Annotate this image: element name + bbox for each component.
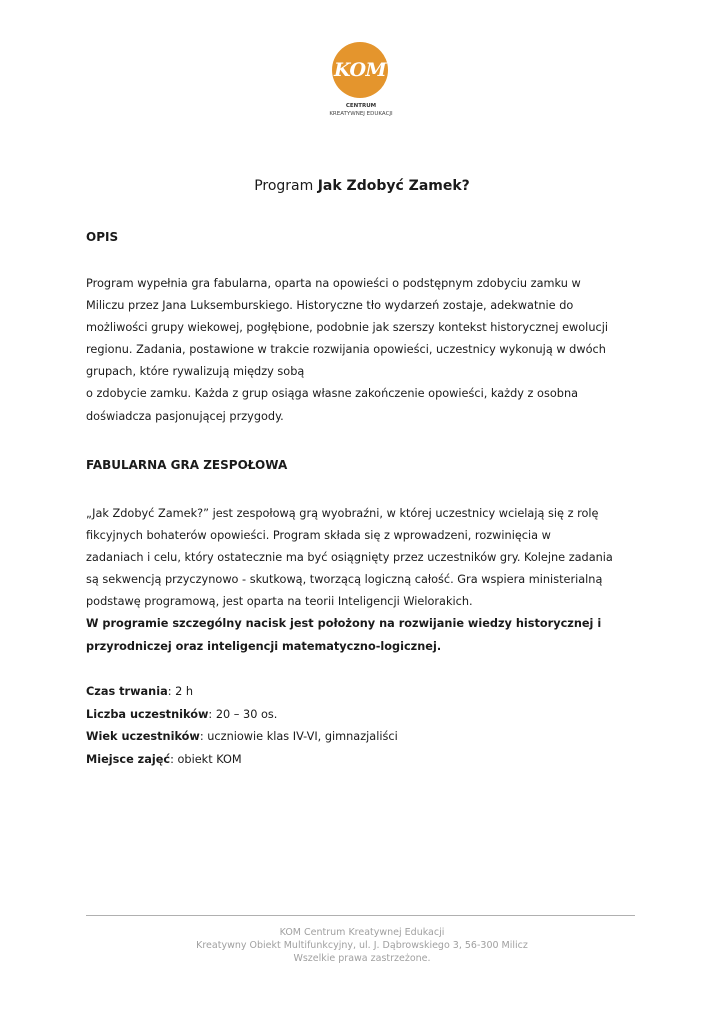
gra-line: są sekwencją przyczynowo - skutkową, tworzącą logiczną całość. Gra wspiera ministerialną — [86, 573, 603, 587]
detail-wiek — [86, 726, 398, 749]
gra-line: zadaniach i celu, który ostatecznie ma być osiągnięty przez uczestników gry. Kolejne zadania — [86, 551, 613, 565]
detail-label: Liczba uczestników — [86, 707, 209, 721]
logo-circle-icon — [332, 42, 388, 98]
detail-czas — [86, 681, 398, 704]
program-details — [86, 681, 398, 771]
kom-logo — [318, 42, 404, 134]
gra-emphasis-line: przyrodniczej oraz inteligencji matematyczno-logicznej. — [86, 639, 442, 653]
gra-heading: FABULARNA GRA ZESPOŁOWA — [86, 458, 288, 472]
opis-line: o zdobycie zamku. Każda z grup osiąga własne zakończenie opowieści, każdy z osobna — [86, 387, 579, 401]
opis-line: regionu. Zadania, postawione w trakcie rozwijania opowieści, uczestnicy wykonują w dwóch — [86, 343, 606, 357]
footer-address: Kreatywny Obiekt Multifunkcyjny, ul. J. Dąbrowskiego 3, 56-300 Milicz — [196, 940, 528, 951]
gra-line: fikcyjnych bohaterów opowieści. Program składa się z wprowadzeni, rozwinięcia w — [86, 529, 551, 543]
gra-paragraph — [86, 503, 646, 658]
gra-line: „Jak Zdobyć Zamek?” jest zespołową grą wyobraźni, w której uczestnicy wcielają się z rolę — [86, 507, 599, 520]
logo-centrum-text: CENTRUM — [345, 103, 377, 109]
opis-paragraph — [86, 273, 646, 428]
detail-label: Czas trwania — [86, 685, 168, 698]
gra-emphasis-line: W programie szczególny nacisk jest położony na rozwijanie wiedzy historycznej i — [86, 617, 602, 631]
page-footer — [0, 926, 724, 965]
document-title — [0, 178, 724, 194]
opis-heading: OPIS — [86, 230, 119, 244]
detail-value: : 20 – 30 os. — [208, 707, 278, 721]
logo-brand: KOM — [333, 59, 387, 81]
footer-copyright: Wszelkie prawa zastrzeżone. — [293, 953, 431, 964]
detail-value: : uczniowie klas IV-VI, gimnazjaliści — [199, 730, 398, 744]
title-prefix: Program — [254, 178, 318, 194]
opis-line: Program wypełnia gra fabularna, oparta na opowieści o podstępnym zdobyciu zamku w — [86, 277, 581, 290]
gra-line: podstawę programową, jest oparta na teorii Inteligencji Wielorakich. — [86, 595, 473, 609]
title-program-name: Jak Zdobyć Zamek? — [317, 178, 470, 194]
footer-divider — [86, 915, 635, 916]
opis-line: grupach, które rywalizują między sobą — [86, 365, 305, 379]
detail-liczba — [86, 704, 398, 727]
opis-line: możliwości grupy wiekowej, pogłębione, podobnie jak szerszy kontekst historycznej ewolucji — [86, 321, 608, 335]
detail-label: Wiek uczestników — [86, 730, 200, 744]
detail-label: Miejsce zajęć — [86, 752, 171, 766]
detail-value: : 2 h — [167, 685, 194, 698]
opis-line: Miliczu przez Jana Luksemburskiego. Historyczne tło wydarzeń zostaje, adekwatnie do — [86, 299, 574, 313]
detail-value: : obiekt KOM — [170, 752, 242, 766]
detail-miejsce — [86, 749, 398, 772]
footer-org-name: KOM Centrum Kreatywnej Edukacji — [279, 927, 445, 938]
opis-line: doświadcza pasjonującej przygody. — [86, 409, 284, 423]
logo-subtitle-text: KREATYWNEJ EDUKACJI — [329, 111, 393, 117]
